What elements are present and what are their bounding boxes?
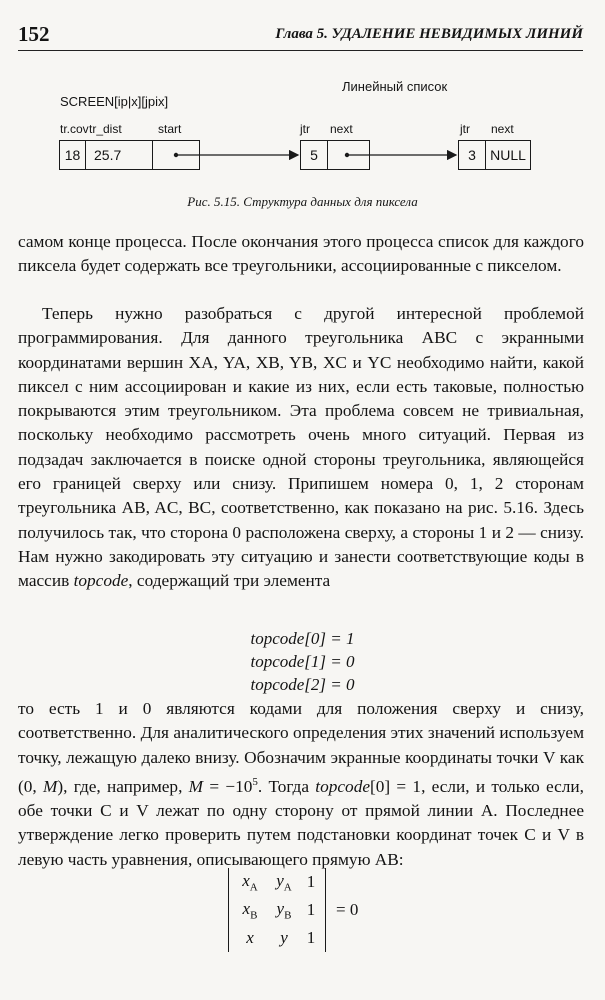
equation: topcode[0] = 1: [250, 629, 355, 648]
text-run: = −10: [203, 776, 253, 796]
paragraph: [18, 697, 584, 872]
determinant-matrix: [228, 868, 326, 952]
text-run: то есть 1 и 0 являются кодами для положения сверху и снизу, соответственно. Для аналитического определения этих значений используем точку, лежащую далеко внизу. Обозначим экранные координаты точки V как (0,: [18, 699, 584, 796]
matrix-cell: 1: [306, 900, 316, 919]
matrix-cell: y: [280, 928, 288, 947]
text-run: Теперь нужно разобраться с другой интересной проблемой программирования. Для данного треугольника ABC с экранными координатами вершин XA, YA, XB, YB, XC и YC необходимо найти, какой пиксел с ним ассоциирован и какие из них, если есть таковые, полностью покрываются этим треугольником. Эта проблема совсем не тривиальная, поскольку необходимо рассмотреть очень много ситуаций. Первая из подзадач заключается в поиске одной стороны треугольника, являющейся его границей сверху или снизу. Припишем номера 0, 1, 2 сторонам треугольника AB, AC, BC, соответственно, как показано на рис. 5.16. Здесь получилось так, что сторона 0 расположена сверху, а стороны 1 и 2 — снизу. Нам нужно закодировать эту ситуацию и занести соответствующие коды в массив: [18, 304, 584, 591]
equation: topcode[2] = 0: [250, 675, 355, 694]
variable-name: topcode: [73, 571, 129, 591]
field-header-jtr: jtr: [300, 122, 310, 136]
equation: topcode[1] = 0: [250, 652, 355, 671]
matrix-cell: $y_B$: [276, 898, 292, 922]
topcode-equations: [0, 627, 605, 696]
running-title: Глава 5. УДАЛЕНИЕ НЕВИДИМЫХ ЛИНИЙ: [275, 26, 583, 42]
field-header-jtr: jtr: [460, 122, 470, 136]
variable-name: M: [42, 776, 58, 796]
text-run: , содержащий три элемента: [128, 571, 331, 591]
variable-name: M: [188, 776, 204, 796]
equals-zero: = 0: [336, 900, 359, 919]
cell-tr-dist: 25.7: [85, 140, 153, 170]
paragraph: [18, 230, 584, 279]
text-run: . Тогда: [257, 776, 316, 796]
cell-jtr: 5: [300, 140, 328, 170]
matrix-cell: 1: [306, 928, 316, 947]
matrix-row: [233, 924, 321, 952]
matrix-row: [233, 896, 321, 924]
text-run: [0] = 1, если, и только если, обе точки C и V лежат по одну сторону от прямой линии A. Последнее утверждение легко проверить путем подстановки координат точек C и V в левую часть уравнения, описывающего прямую AB:: [18, 776, 584, 869]
cell-jtr: 3: [458, 140, 486, 170]
screen-array-label: SCREEN[ip|x][jpix]: [60, 94, 169, 109]
variable-name: topcode: [315, 776, 371, 796]
figure-caption: Рис. 5.15. Структура данных для пиксела: [187, 194, 418, 209]
pointer-dot: [345, 153, 349, 157]
linked-list-title: Линейный список: [342, 79, 448, 94]
cell-tr-cov: 18: [59, 140, 86, 170]
field-header-tr-dist: tr_dist: [89, 122, 122, 136]
matrix-cell: $x_B$: [242, 898, 258, 922]
cell-null: NULL: [485, 140, 531, 170]
pointer-dot: [174, 153, 178, 157]
exponent: 5: [252, 775, 258, 788]
paragraph: [18, 302, 584, 594]
paragraph-text: [18, 302, 584, 594]
matrix-cell: 1: [306, 872, 316, 891]
field-header-next: next: [330, 122, 353, 136]
field-header-start: start: [158, 122, 182, 136]
matrix-cell: $x_A$: [242, 870, 258, 894]
page-number: 152: [18, 22, 50, 46]
data-structure-figure: [0, 0, 605, 230]
determinant-equation: [228, 866, 358, 954]
field-header-next: next: [491, 122, 514, 136]
matrix-cell: x: [246, 928, 254, 947]
paragraph-text: [18, 697, 584, 872]
text-run: ), где, например,: [57, 776, 189, 796]
matrix-cell: $y_A$: [276, 870, 292, 894]
field-header-tr-cov: tr.cov: [60, 122, 89, 136]
matrix-row: [233, 868, 321, 896]
paragraph-text: самом конце процесса. После окончания этого процесса список для каждого пиксела будет содержать все треугольники, ассоциированные с пикселом.: [18, 232, 584, 276]
